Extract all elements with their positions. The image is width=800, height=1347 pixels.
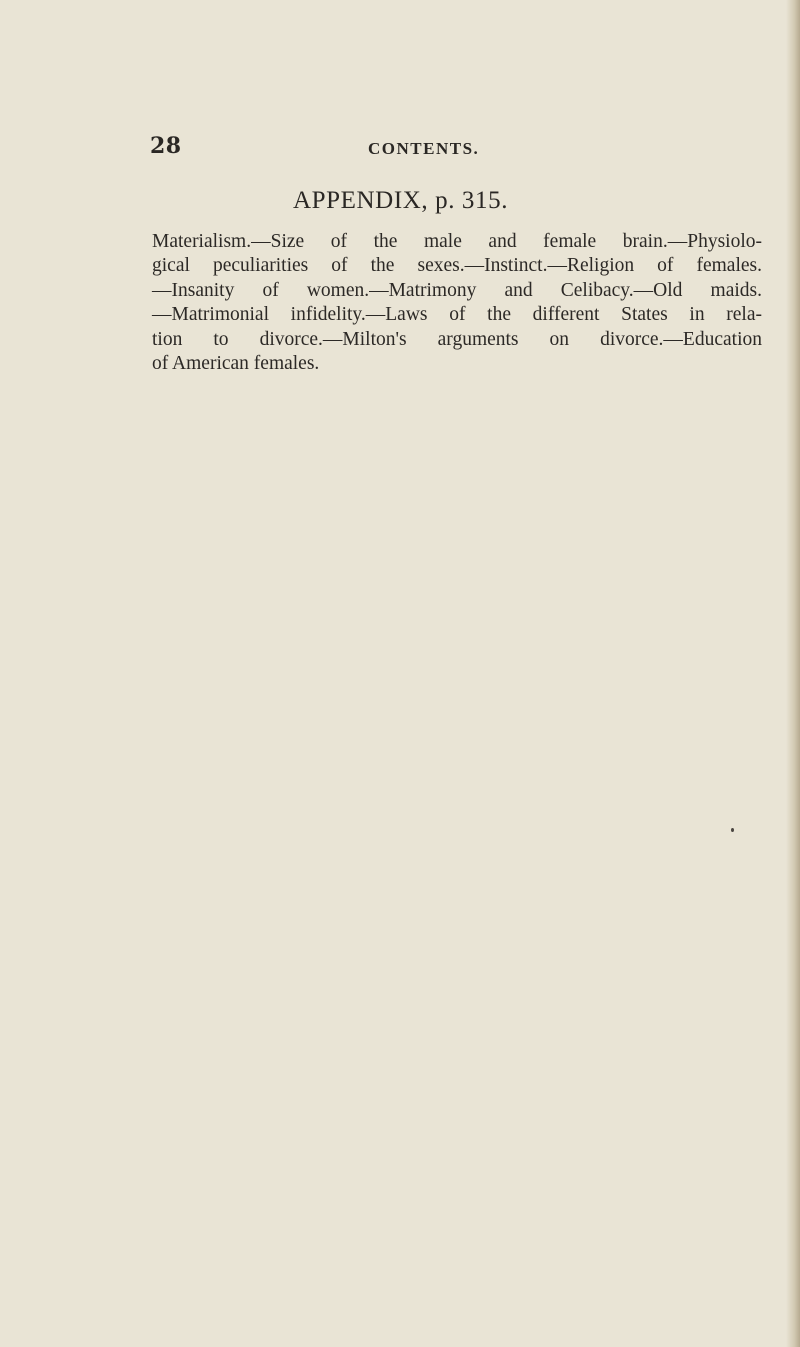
text-line: of American females. bbox=[152, 353, 320, 375]
text-line: —Insanity of women.—Matrimony and Celibacy.—Old maids. bbox=[152, 279, 762, 301]
text-line: —Matrimonial infidelity.—Laws of the different States in rela- bbox=[152, 304, 762, 326]
text-line: Materialism.—Size of the male and female brain.—Physiolo- bbox=[152, 231, 762, 252]
page-edge-shadow bbox=[786, 0, 800, 1347]
text-line: tion to divorce.—Milton's arguments on divorce.—Education bbox=[152, 328, 762, 350]
page-number: 28 bbox=[150, 133, 182, 159]
running-head: CONTENTS. bbox=[368, 139, 480, 158]
appendix-contents-paragraph bbox=[152, 230, 762, 376]
text-line: gical peculiarities of the sexes.—Instinct.—Religion of females. bbox=[152, 255, 762, 277]
section-title: APPENDIX, p. 315. bbox=[293, 187, 509, 214]
paper-speck bbox=[731, 828, 734, 832]
